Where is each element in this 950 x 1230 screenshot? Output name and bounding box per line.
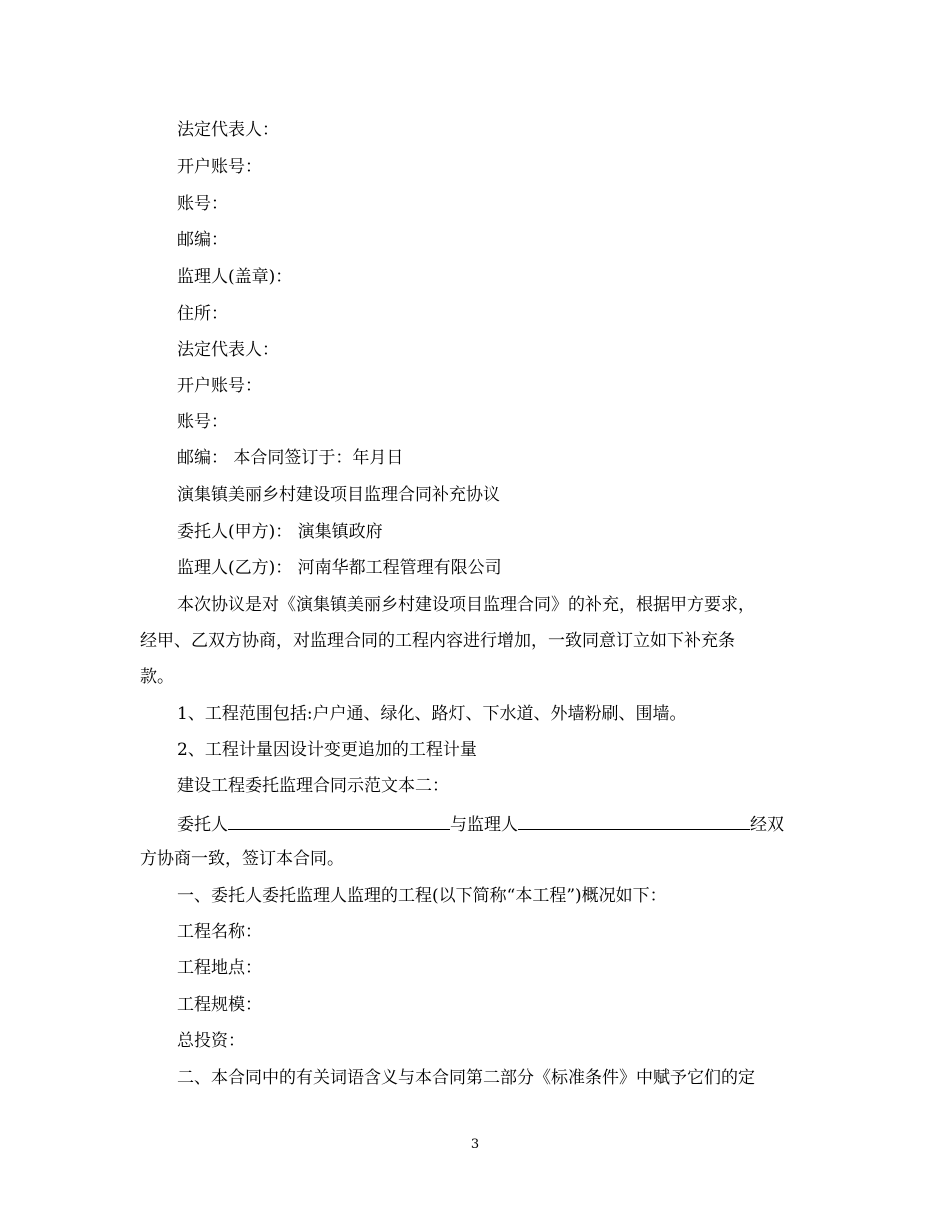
field-legal-representative-2: 法定代表人： xyxy=(177,340,279,360)
field-project-scale: 工程规模： xyxy=(177,995,262,1015)
page-number: 3 xyxy=(470,1137,480,1152)
field-account-2: 账号： xyxy=(177,412,228,432)
clause-item-2: 2、工程计量因设计变更追加的工程计量 xyxy=(177,740,477,760)
sample-text-title: 建设工程委托监理合同示范文本二： xyxy=(177,776,449,796)
field-project-name: 工程名称： xyxy=(177,922,262,942)
supplement-paragraph-line-2: 经甲、乙双方协商，对监理合同的工程内容进行增加，一致同意订立如下补充条 xyxy=(140,631,735,651)
client-label: 委托人 xyxy=(177,815,228,835)
section-1-heading: 一、委托人委托监理人监理的工程(以下简称“本工程”)概况如下： xyxy=(177,886,667,906)
parties-line-2: 方协商一致，签订本合同。 xyxy=(140,849,344,869)
party-a-line: 委托人(甲方)： 演集镇政府 xyxy=(177,522,383,542)
field-bank-account-2: 开户账号： xyxy=(177,376,262,396)
party-b-line: 监理人(乙方)： 河南华都工程管理有限公司 xyxy=(177,558,502,578)
field-legal-representative-1: 法定代表人： xyxy=(177,120,279,140)
field-postcode-signing-date: 邮编： 本合同签订于：年月日 xyxy=(177,448,404,468)
field-account-1: 账号： xyxy=(177,194,228,214)
clause-item-1: 1、工程范围包括:户户通、绿化、路灯、下水道、外墙粉刷、围墙。 xyxy=(177,704,687,724)
supplement-paragraph-line-1: 本次协议是对《演集镇美丽乡村建设项目监理合同》的补充，根据甲方要求， xyxy=(177,595,755,615)
field-postcode-1: 邮编： xyxy=(177,230,228,250)
supplement-paragraph-line-3: 款。 xyxy=(140,667,174,687)
supervisor-blank-underline xyxy=(518,811,750,830)
client-blank-underline xyxy=(228,811,450,830)
field-total-investment: 总投资： xyxy=(177,1031,245,1051)
section-2-heading: 二、本合同中的有关词语含义与本合同第二部分《标准条件》中赋予它们的定 xyxy=(177,1068,755,1088)
supervisor-label: 与监理人 xyxy=(450,815,518,835)
field-address: 住所： xyxy=(177,304,228,324)
field-bank-account-1: 开户账号： xyxy=(177,157,262,177)
field-project-location: 工程地点： xyxy=(177,958,262,978)
supplement-agreement-title: 演集镇美丽乡村建设项目监理合同补充协议 xyxy=(177,485,500,505)
parties-tail: 经双 xyxy=(750,815,784,835)
field-supervisor-seal: 监理人(盖章)： xyxy=(177,267,293,287)
parties-line xyxy=(177,811,820,837)
